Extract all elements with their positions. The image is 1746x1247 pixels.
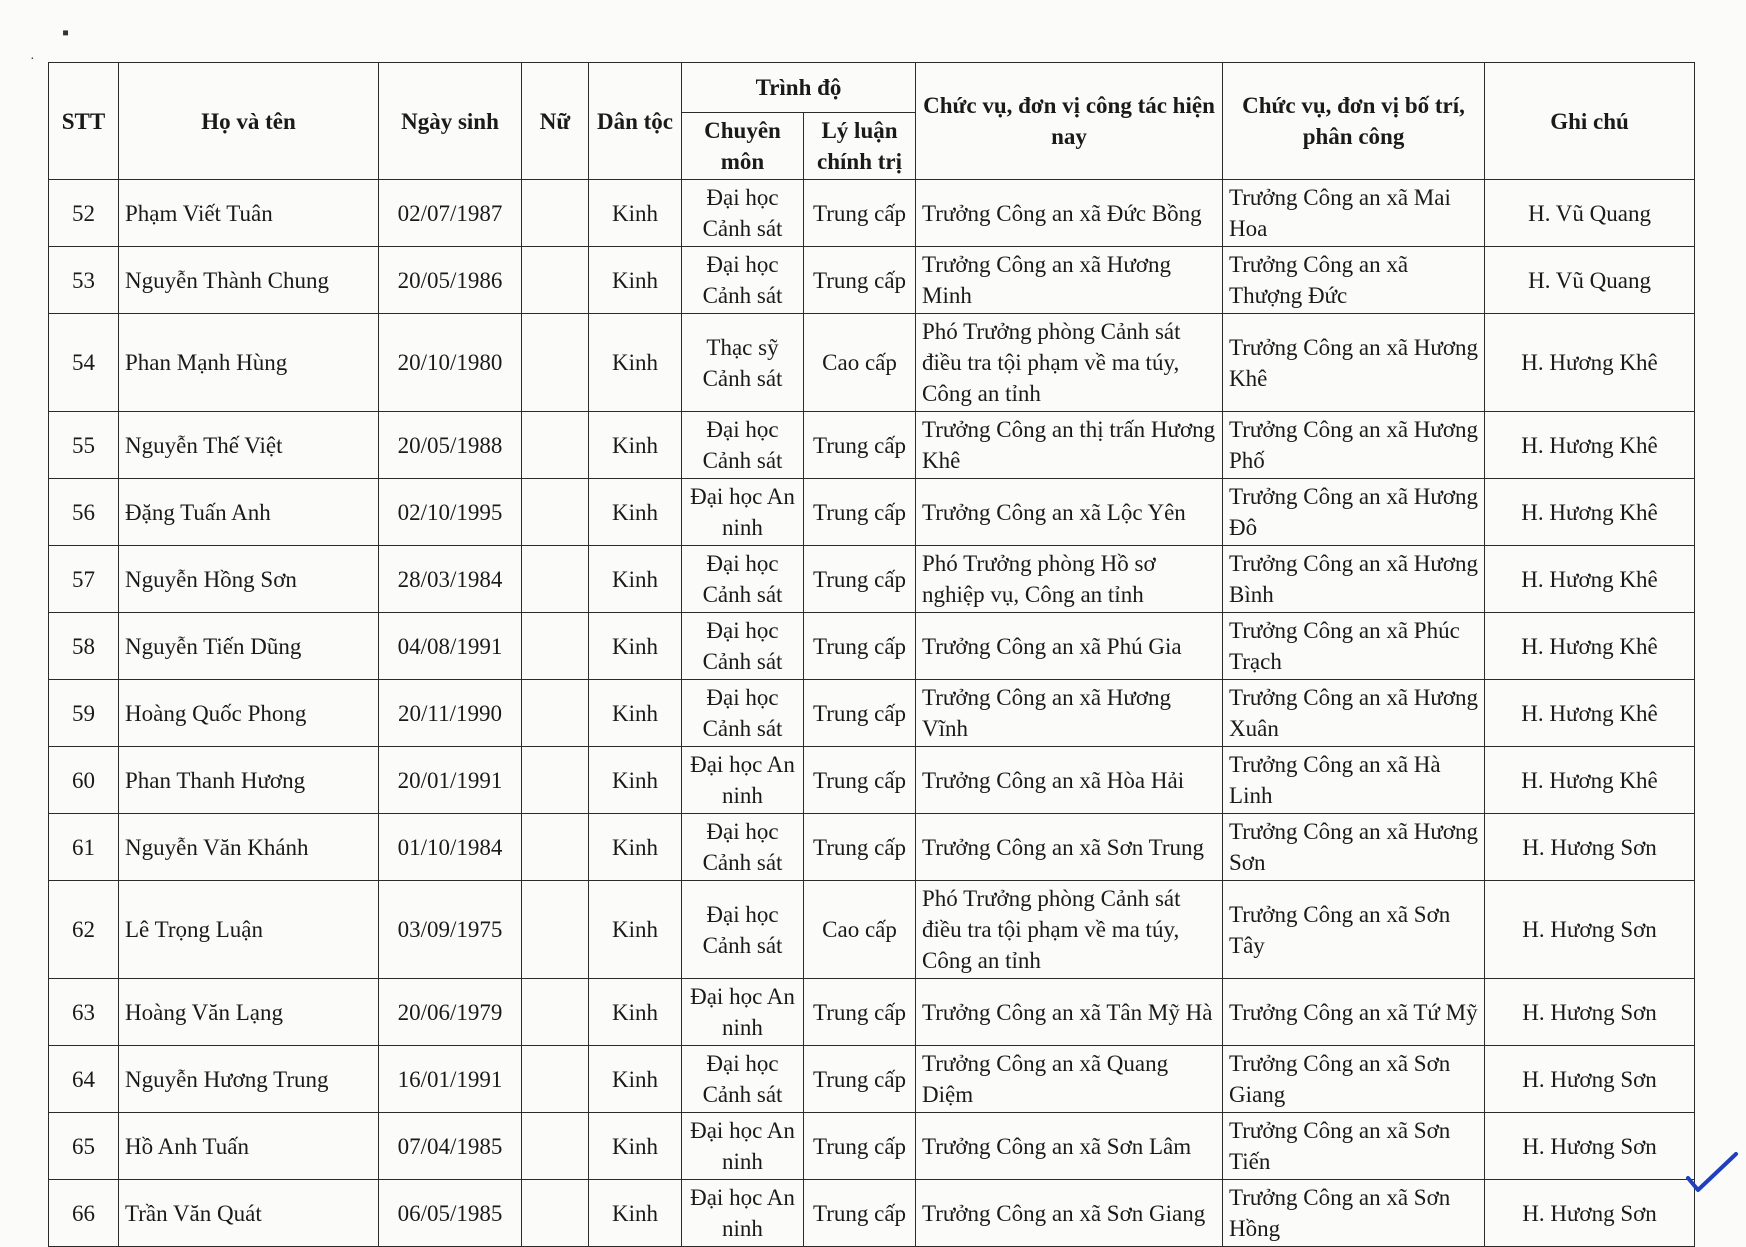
row-assigned-position: Trưởng Công an xã Sơn Tiến [1223, 1113, 1485, 1180]
row-assigned-position: Trưởng Công an xã Hương Bình [1223, 546, 1485, 613]
checkmark-icon [1684, 1150, 1740, 1194]
row-assigned-position: Trưởng Công an xã Hương Đô [1223, 479, 1485, 546]
row-ethnicity: Kinh [589, 979, 682, 1046]
row-ethnicity: Kinh [589, 747, 682, 814]
row-name: Nguyễn Thế Việt [119, 412, 379, 479]
header-row [49, 63, 1695, 113]
row-female [522, 412, 589, 479]
table-row [49, 1046, 1695, 1113]
table-row [49, 680, 1695, 747]
row-politics: Trung cấp [804, 180, 916, 247]
row-current-position: Trưởng Công an thị trấn Hương Khê [916, 412, 1223, 479]
row-stt: 52 [49, 180, 119, 247]
row-assigned-position: Trưởng Công an xã Tứ Mỹ [1223, 979, 1485, 1046]
table-row [49, 613, 1695, 680]
row-current-position: Phó Trưởng phòng Cảnh sát điều tra tội phạm về ma túy, Công an tỉnh [916, 881, 1223, 979]
row-specialty: Đại học An ninh [682, 1113, 804, 1180]
table-row [49, 412, 1695, 479]
row-specialty: Đại học Cảnh sát [682, 814, 804, 881]
row-specialty: Đại học Cảnh sát [682, 680, 804, 747]
row-note: H. Hương Sơn [1485, 881, 1695, 979]
row-female [522, 979, 589, 1046]
header-ethnicity: Dân tộc [589, 63, 682, 180]
row-note: H. Hương Khê [1485, 613, 1695, 680]
row-name: Đặng Tuấn Anh [119, 479, 379, 546]
row-current-position: Trưởng Công an xã Đức Bồng [916, 180, 1223, 247]
row-assigned-position: Trưởng Công an xã Hà Linh [1223, 747, 1485, 814]
row-name: Hoàng Quốc Phong [119, 680, 379, 747]
row-ethnicity: Kinh [589, 613, 682, 680]
row-current-position: Trưởng Công an xã Phú Gia [916, 613, 1223, 680]
row-dob: 20/10/1980 [379, 314, 522, 412]
row-dob: 04/08/1991 [379, 613, 522, 680]
row-ethnicity: Kinh [589, 180, 682, 247]
header-note: Ghi chú [1485, 63, 1695, 180]
row-dob: 01/10/1984 [379, 814, 522, 881]
row-dob: 20/05/1986 [379, 247, 522, 314]
row-name: Lê Trọng Luận [119, 881, 379, 979]
row-dob: 06/05/1985 [379, 1180, 522, 1247]
row-specialty: Đại học An ninh [682, 1180, 804, 1247]
row-ethnicity: Kinh [589, 479, 682, 546]
row-specialty: Đại học An ninh [682, 979, 804, 1046]
row-note: H. Hương Khê [1485, 546, 1695, 613]
row-specialty: Đại học An ninh [682, 747, 804, 814]
row-name: Nguyễn Hồng Sơn [119, 546, 379, 613]
row-name: Trần Văn Quát [119, 1180, 379, 1247]
row-note: H. Hương Sơn [1485, 814, 1695, 881]
header-stt: STT [49, 63, 119, 180]
row-politics: Trung cấp [804, 814, 916, 881]
row-ethnicity: Kinh [589, 247, 682, 314]
row-politics: Cao cấp [804, 314, 916, 412]
row-politics: Trung cấp [804, 680, 916, 747]
table-row [49, 1180, 1695, 1247]
row-specialty: Thạc sỹ Cảnh sát [682, 314, 804, 412]
header-assigned-position: Chức vụ, đơn vị bố trí, phân công [1223, 63, 1485, 180]
row-dob: 20/06/1979 [379, 979, 522, 1046]
row-female [522, 1046, 589, 1113]
table-row [49, 747, 1695, 814]
table-row [49, 546, 1695, 613]
table-row [49, 814, 1695, 881]
row-name: Hồ Anh Tuấn [119, 1113, 379, 1180]
row-politics: Trung cấp [804, 1113, 916, 1180]
row-stt: 53 [49, 247, 119, 314]
row-ethnicity: Kinh [589, 1113, 682, 1180]
row-note: H. Hương Khê [1485, 479, 1695, 546]
row-specialty: Đại học Cảnh sát [682, 1046, 804, 1113]
row-female [522, 546, 589, 613]
row-politics: Trung cấp [804, 412, 916, 479]
row-current-position: Trưởng Công an xã Sơn Trung [916, 814, 1223, 881]
row-current-position: Trưởng Công an xã Hòa Hải [916, 747, 1223, 814]
row-politics: Trung cấp [804, 747, 916, 814]
row-female [522, 881, 589, 979]
row-specialty: Đại học Cảnh sát [682, 881, 804, 979]
row-note: H. Vũ Quang [1485, 247, 1695, 314]
table-row [49, 180, 1695, 247]
row-female [522, 314, 589, 412]
row-specialty: Đại học Cảnh sát [682, 247, 804, 314]
row-stt: 55 [49, 412, 119, 479]
row-current-position: Trưởng Công an xã Sơn Giang [916, 1180, 1223, 1247]
row-assigned-position: Trưởng Công an xã Hương Sơn [1223, 814, 1485, 881]
row-female [522, 1113, 589, 1180]
header-politics: Lý luận chính trị [804, 113, 916, 180]
row-specialty: Đại học Cảnh sát [682, 180, 804, 247]
row-ethnicity: Kinh [589, 881, 682, 979]
row-female [522, 814, 589, 881]
row-name: Hoàng Văn Lạng [119, 979, 379, 1046]
row-specialty: Đại học An ninh [682, 479, 804, 546]
row-dob: 28/03/1984 [379, 546, 522, 613]
row-name: Nguyễn Văn Khánh [119, 814, 379, 881]
row-current-position: Phó Trưởng phòng Cảnh sát điều tra tội phạm về ma túy, Công an tỉnh [916, 314, 1223, 412]
row-politics: Trung cấp [804, 613, 916, 680]
row-dob: 07/04/1985 [379, 1113, 522, 1180]
row-note: H. Hương Khê [1485, 747, 1695, 814]
row-stt: 65 [49, 1113, 119, 1180]
row-current-position: Trưởng Công an xã Hương Vĩnh [916, 680, 1223, 747]
row-note: H. Hương Sơn [1485, 979, 1695, 1046]
row-stt: 56 [49, 479, 119, 546]
row-stt: 66 [49, 1180, 119, 1247]
header-name: Họ và tên [119, 63, 379, 180]
row-dob: 02/10/1995 [379, 479, 522, 546]
row-ethnicity: Kinh [589, 1180, 682, 1247]
row-stt: 59 [49, 680, 119, 747]
row-female [522, 1180, 589, 1247]
row-assigned-position: Trưởng Công an xã Mai Hoa [1223, 180, 1485, 247]
table-body [49, 180, 1695, 1247]
row-current-position: Trưởng Công an xã Tân Mỹ Hà [916, 979, 1223, 1046]
header-dob: Ngày sinh [379, 63, 522, 180]
row-ethnicity: Kinh [589, 1046, 682, 1113]
row-politics: Trung cấp [804, 479, 916, 546]
row-female [522, 613, 589, 680]
row-stt: 57 [49, 546, 119, 613]
row-name: Phan Mạnh Hùng [119, 314, 379, 412]
row-current-position: Trưởng Công an xã Hương Minh [916, 247, 1223, 314]
row-politics: Trung cấp [804, 1046, 916, 1113]
table-row [49, 881, 1695, 979]
row-specialty: Đại học Cảnh sát [682, 613, 804, 680]
row-ethnicity: Kinh [589, 412, 682, 479]
row-assigned-position: Trưởng Công an xã Hương Phố [1223, 412, 1485, 479]
header-current-position: Chức vụ, đơn vị công tác hiện nay [916, 63, 1223, 180]
row-assigned-position: Trưởng Công an xã Sơn Hồng [1223, 1180, 1485, 1247]
row-politics: Trung cấp [804, 1180, 916, 1247]
table-row [49, 314, 1695, 412]
table-row [49, 979, 1695, 1046]
row-politics: Trung cấp [804, 546, 916, 613]
row-politics: Trung cấp [804, 979, 916, 1046]
row-current-position: Trưởng Công an xã Lộc Yên [916, 479, 1223, 546]
row-stt: 54 [49, 314, 119, 412]
row-note: H. Hương Khê [1485, 680, 1695, 747]
row-ethnicity: Kinh [589, 680, 682, 747]
row-note: H. Vũ Quang [1485, 180, 1695, 247]
row-female [522, 247, 589, 314]
row-current-position: Trưởng Công an xã Sơn Lâm [916, 1113, 1223, 1180]
row-politics: Cao cấp [804, 881, 916, 979]
row-name: Nguyễn Thành Chung [119, 247, 379, 314]
row-specialty: Đại học Cảnh sát [682, 412, 804, 479]
row-stt: 58 [49, 613, 119, 680]
row-stt: 64 [49, 1046, 119, 1113]
row-note: H. Hương Khê [1485, 314, 1695, 412]
row-name: Nguyễn Hương Trung [119, 1046, 379, 1113]
row-female [522, 479, 589, 546]
row-assigned-position: Trưởng Công an xã Phúc Trạch [1223, 613, 1485, 680]
row-stt: 63 [49, 979, 119, 1046]
row-dob: 16/01/1991 [379, 1046, 522, 1113]
row-ethnicity: Kinh [589, 314, 682, 412]
row-assigned-position: Trưởng Công an xã Sơn Tây [1223, 881, 1485, 979]
row-current-position: Trưởng Công an xã Quang Diệm [916, 1046, 1223, 1113]
table-row [49, 1113, 1695, 1180]
row-dob: 20/01/1991 [379, 747, 522, 814]
row-name: Phan Thanh Hương [119, 747, 379, 814]
scan-speck: ▪ [62, 22, 70, 44]
row-assigned-position: Trưởng Công an xã Hương Xuân [1223, 680, 1485, 747]
table-row [49, 247, 1695, 314]
row-politics: Trung cấp [804, 247, 916, 314]
row-dob: 03/09/1975 [379, 881, 522, 979]
row-note: H. Hương Sơn [1485, 1046, 1695, 1113]
table-row [49, 479, 1695, 546]
row-current-position: Phó Trưởng phòng Hồ sơ nghiệp vụ, Công an tỉnh [916, 546, 1223, 613]
header-female: Nữ [522, 63, 589, 180]
row-dob: 20/05/1988 [379, 412, 522, 479]
row-name: Phạm Viết Tuân [119, 180, 379, 247]
row-stt: 62 [49, 881, 119, 979]
personnel-table [48, 62, 1695, 1247]
row-note: H. Hương Khê [1485, 412, 1695, 479]
row-name: Nguyễn Tiến Dũng [119, 613, 379, 680]
row-ethnicity: Kinh [589, 814, 682, 881]
row-assigned-position: Trưởng Công an xã Sơn Giang [1223, 1046, 1485, 1113]
header-specialty: Chuyên môn [682, 113, 804, 180]
row-female [522, 747, 589, 814]
row-female [522, 680, 589, 747]
header-level: Trình độ [682, 63, 916, 113]
row-dob: 20/11/1990 [379, 680, 522, 747]
scan-speck: · [30, 52, 35, 67]
row-dob: 02/07/1987 [379, 180, 522, 247]
row-assigned-position: Trưởng Công an xã Thượng Đức [1223, 247, 1485, 314]
row-female [522, 180, 589, 247]
row-stt: 60 [49, 747, 119, 814]
row-assigned-position: Trưởng Công an xã Hương Khê [1223, 314, 1485, 412]
row-ethnicity: Kinh [589, 546, 682, 613]
row-stt: 61 [49, 814, 119, 881]
row-note: H. Hương Sơn [1485, 1113, 1695, 1180]
row-note: H. Hương Sơn [1485, 1180, 1695, 1247]
row-specialty: Đại học Cảnh sát [682, 546, 804, 613]
